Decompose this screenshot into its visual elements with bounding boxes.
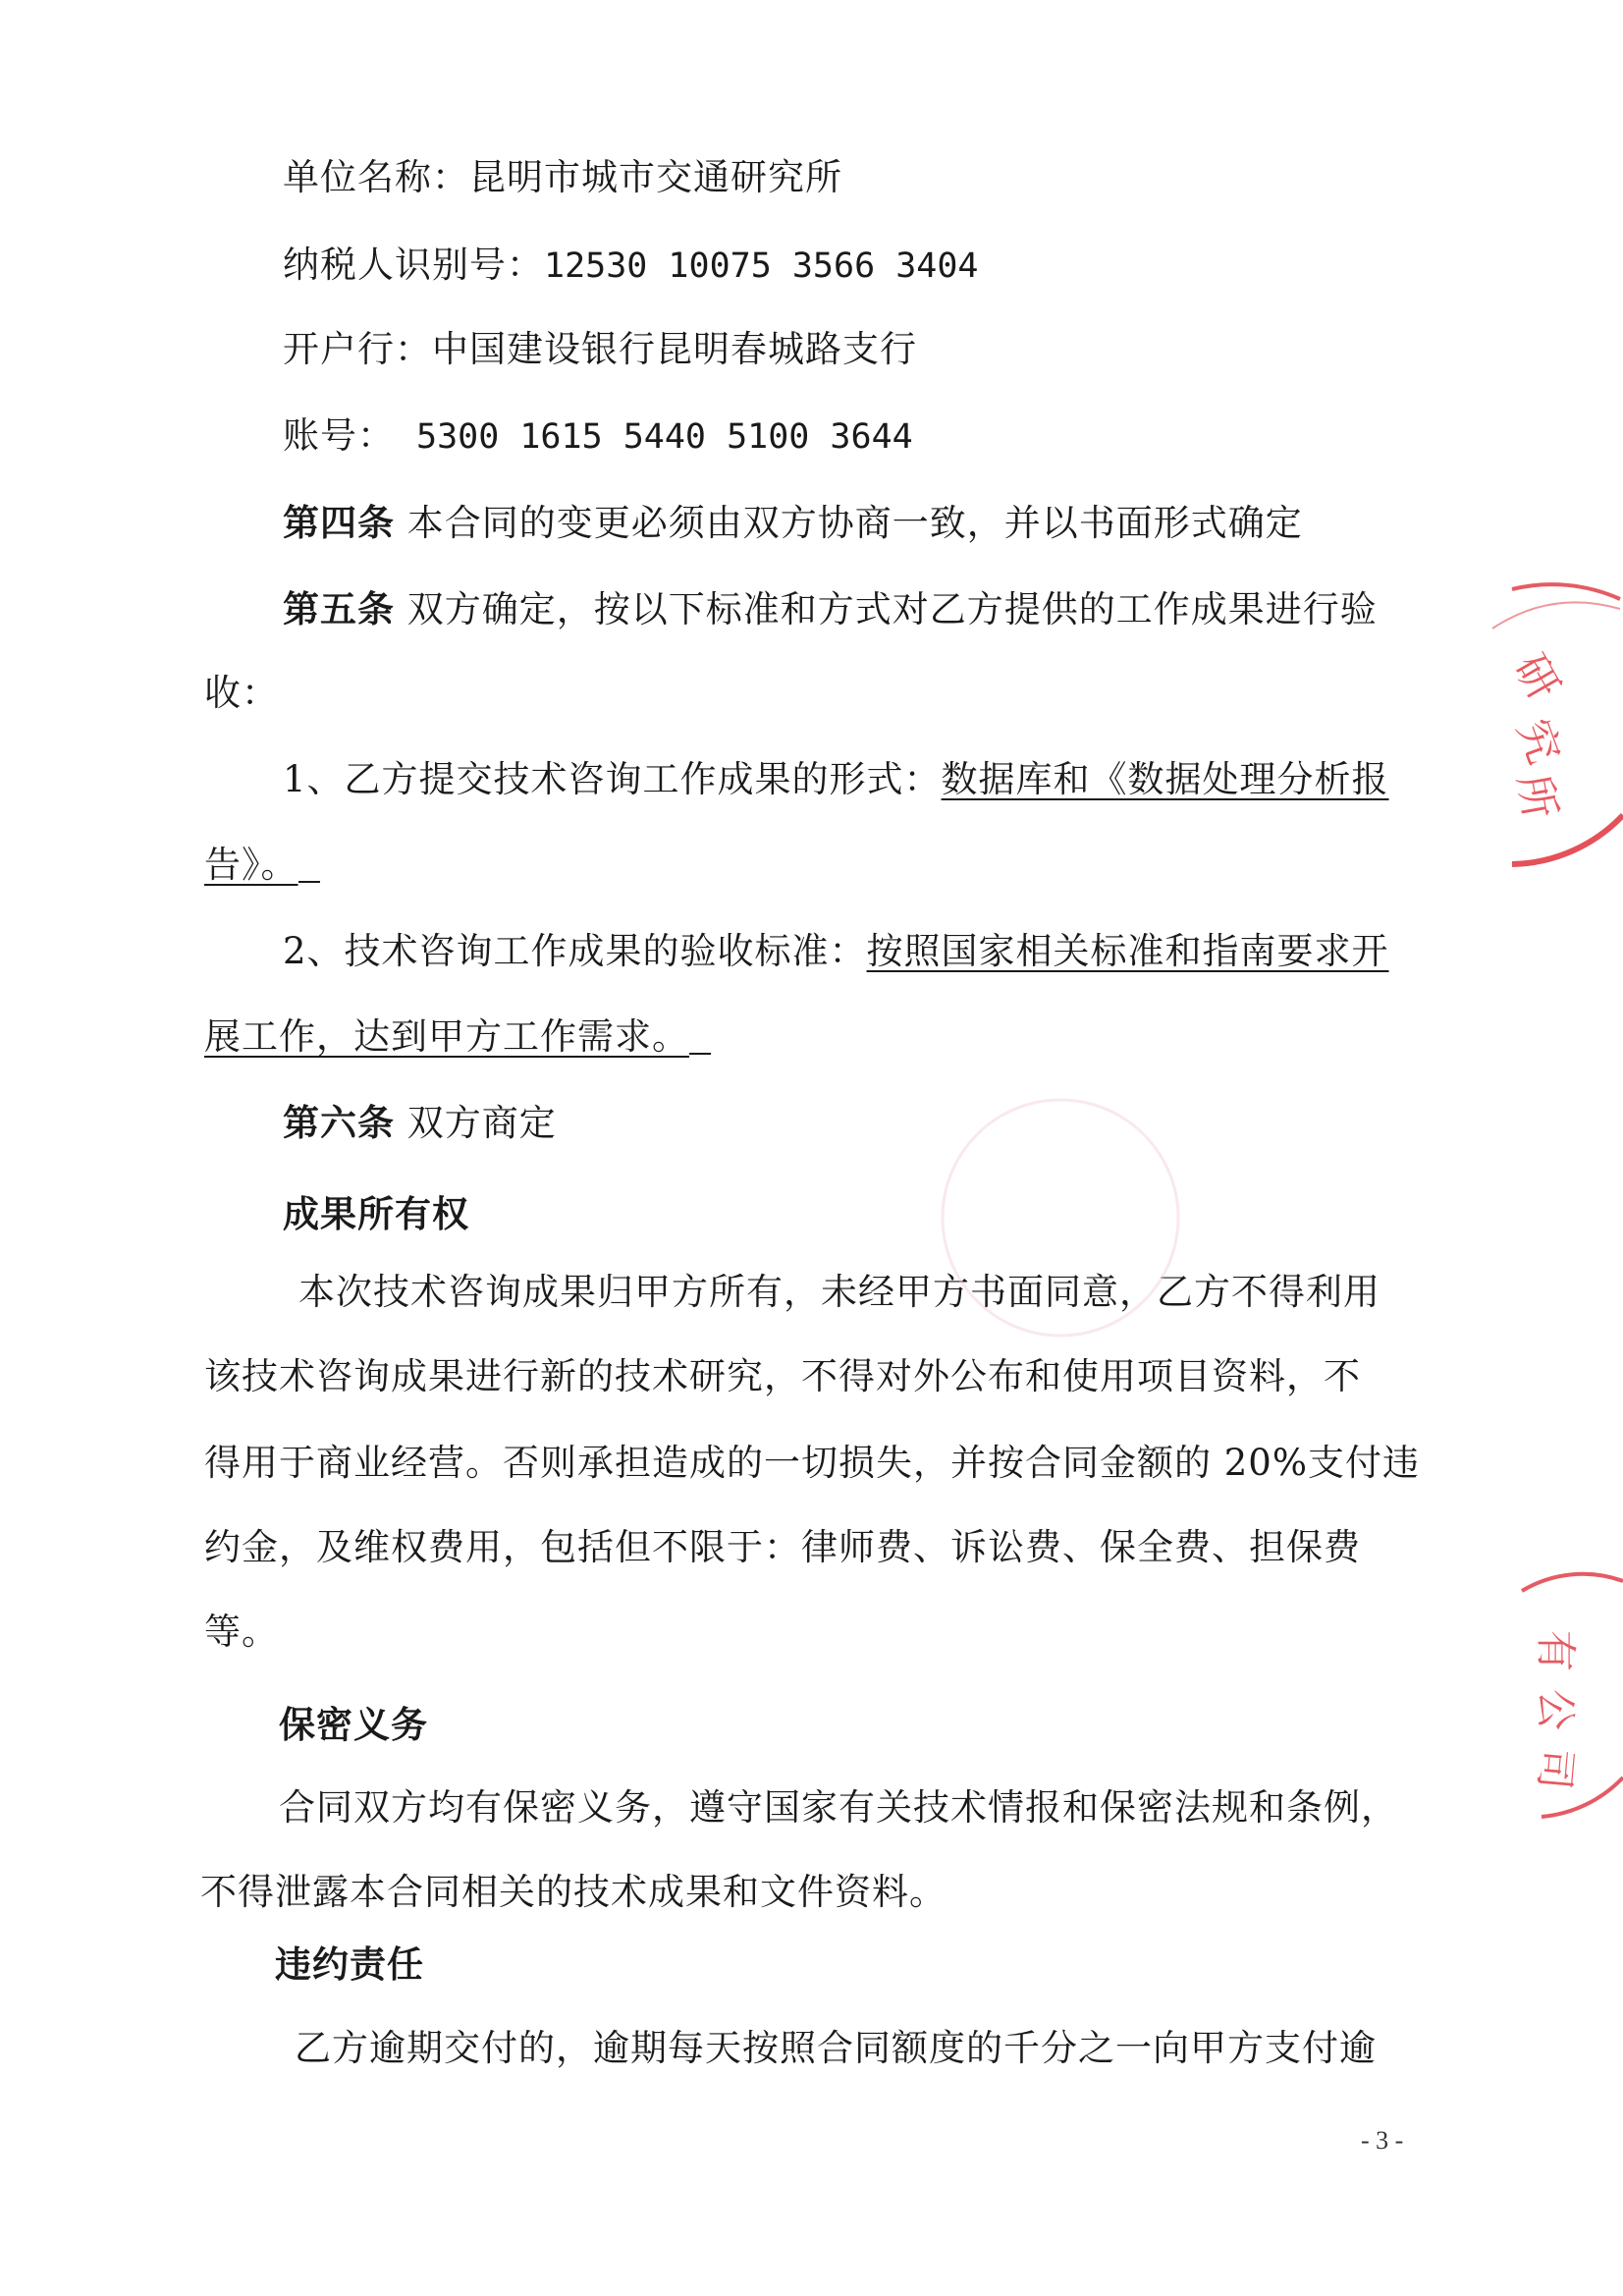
account-line: [283, 410, 913, 463]
unit-name-line: [283, 152, 842, 203]
breach-title: 违约责任: [275, 1942, 424, 1986]
svg-text:司: 司: [1530, 1746, 1582, 1792]
item-2-prefix: 2、技术咨询工作成果的验收标准：: [283, 930, 867, 972]
item-2-line1: [283, 926, 1389, 977]
article-5-text-line1: 双方确定，按以下标准和方式对乙方提供的工作成果进行验: [406, 588, 1378, 630]
account-label: 账号：: [283, 414, 395, 457]
red-seal-fragment-lower: [1512, 1571, 1623, 1827]
item-2-line2: [204, 1011, 711, 1063]
account-value: 5300 1615 5440 5100 3644: [416, 417, 913, 457]
article-4-text: 本合同的变更必须由双方协商一致，并以书面形式确定: [406, 502, 1303, 544]
item-2-value-line2: 展工作，达到甲方工作需求。: [204, 1015, 689, 1058]
tax-id-label: 纳税人识别号：: [283, 244, 544, 286]
tax-id-line: [283, 240, 979, 292]
item-1-line1: [283, 754, 1389, 805]
svg-text:有: 有: [1532, 1630, 1580, 1672]
bank-value: 中国建设银行昆明春城路支行: [432, 328, 917, 370]
confidentiality-line1: 合同双方均有保密义务，遵守国家有关技术情报和保密法规和条例，: [279, 1786, 1398, 1829]
article-5-text-line2: 收：: [204, 672, 279, 714]
bank-label: 开户行：: [283, 328, 432, 370]
article-4-line: [283, 497, 1303, 549]
ownership-line4: 约金，及维权费用，包括但不限于：律师费、诉讼费、保全费、担保费: [204, 1526, 1361, 1568]
page-number: - 3 -: [1361, 2126, 1404, 2155]
item-1-prefix: 1、乙方提交技术咨询工作成果的形式：: [283, 758, 942, 800]
tax-id-value: 12530 10075 3566 3404: [544, 246, 979, 286]
article-5-line1: [283, 583, 1378, 635]
item-2-value-line1: 按照国家相关标准和指南要求开: [866, 930, 1389, 972]
svg-text:究: 究: [1507, 712, 1570, 771]
svg-text:所: 所: [1507, 771, 1565, 823]
ownership-title: 成果所有权: [283, 1192, 469, 1235]
breach-line1: 乙方逾期交付的，逾期每天按照合同额度的千分之一向甲方支付逾: [295, 2027, 1377, 2069]
ownership-line2: 该技术咨询成果进行新的技术研究，不得对外公布和使用项目资料，不: [204, 1355, 1361, 1397]
article-6-text: 双方商定: [406, 1102, 557, 1144]
bank-line: [283, 324, 917, 375]
faint-seal-ghost: [913, 1080, 1208, 1355]
article-6-heading: 第六条: [283, 1101, 395, 1144]
item-1-value-line2: 告》。: [204, 844, 298, 886]
ownership-line3: 得用于商业经营。否则承担造成的一切损失，并按合同金额的 20%支付违: [204, 1442, 1420, 1484]
svg-text:研: 研: [1503, 645, 1569, 709]
ownership-line1: 本次技术咨询成果归甲方所有，未经甲方书面同意，乙方不得利用: [298, 1271, 1380, 1313]
ownership-line5: 等。: [204, 1611, 279, 1653]
svg-text:公: 公: [1532, 1689, 1580, 1731]
item-1-line2: [204, 840, 320, 891]
article-5-line2: [204, 668, 279, 719]
unit-name-value: 昆明市城市交通研究所: [469, 156, 842, 198]
item-1-value-line1: 数据库和《数据处理分析报: [941, 758, 1389, 800]
unit-name-label: 单位名称：: [283, 156, 469, 198]
article-5-heading: 第五条: [283, 587, 395, 630]
article-6-line: [283, 1097, 557, 1149]
confidentiality-title: 保密义务: [279, 1703, 428, 1746]
article-4-heading: 第四条: [283, 501, 395, 544]
confidentiality-line2: 不得泄露本合同相关的技术成果和文件资料。: [200, 1871, 947, 1913]
red-seal-fragment-upper: [1473, 570, 1623, 884]
